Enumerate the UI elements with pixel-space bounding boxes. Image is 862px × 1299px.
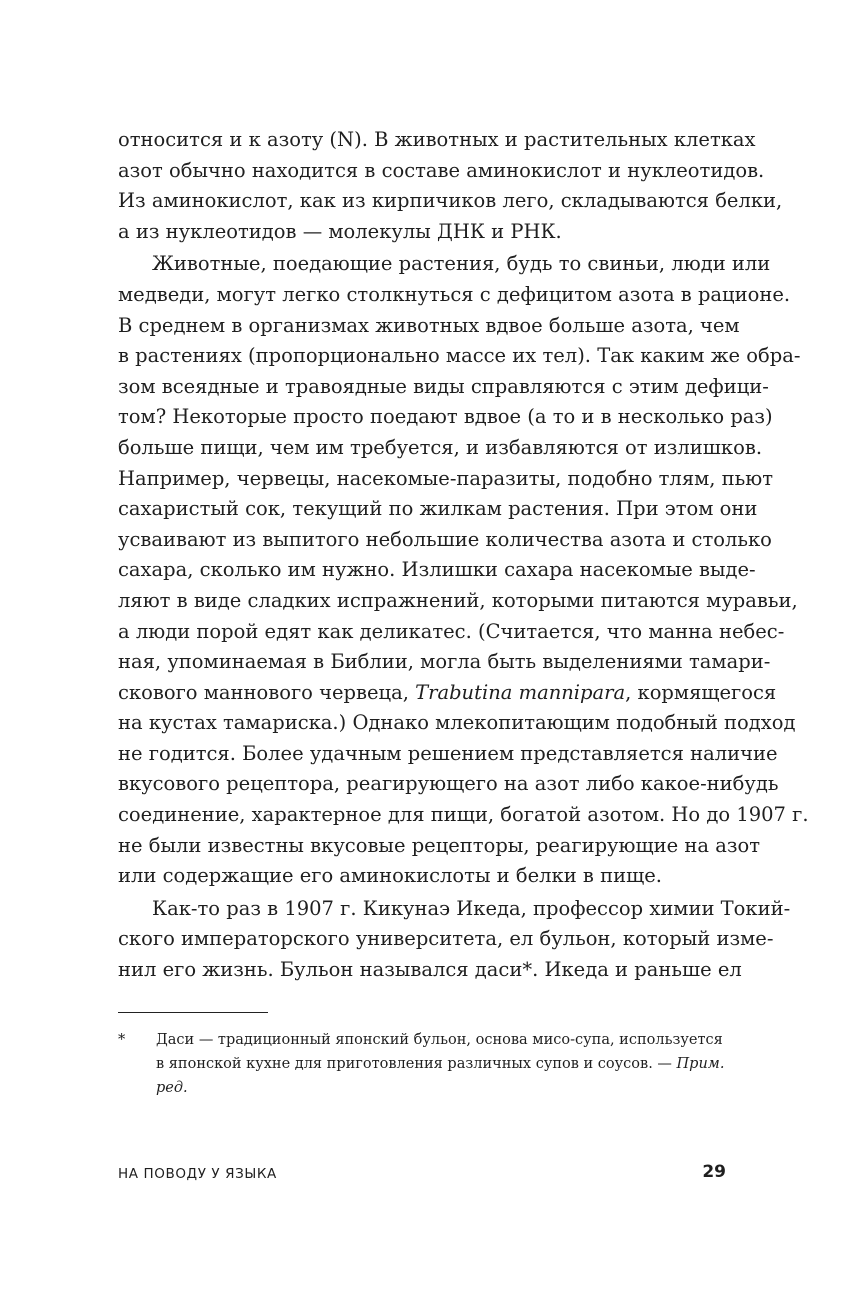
footnote-line: Даси — традиционный японский бульон, основа мисо-супа, используется [156,1032,723,1048]
text-line: сахаристый сок, текущий по жилкам растения. При этом они [118,497,758,521]
text-segment: в японской кухне для приготовления различных супов и соусов. — [156,1056,677,1072]
text-line: а люди порой едят как деликатес. (Считается, что манна небес- [118,619,785,643]
text-line: а из нуклеотидов — молекулы ДНК и РНК. [118,219,562,243]
paragraph-2 [118,249,809,891]
text-line: зом всеядные и травоядные виды справляются с этим дефици- [118,374,769,398]
species-name: Trabutina mannipara [415,680,626,704]
footnote-body [156,1028,726,1100]
text-line: не были известны вкусовые рецепторы, реагирующие на азот [118,833,760,857]
text-line: относится и к азоту (N). В животных и растительных клетках [118,128,756,151]
text-line: в растениях (пропорционально массе их тел). Так каким же обра- [118,344,801,368]
text-line: азот обычно находится в составе аминокислот и нуклеотидов. [118,158,765,182]
text-line: Из аминокислот, как из кирпичиков лего, складываются белки, [118,189,783,213]
editor-note: Прим. [676,1056,725,1072]
text-line: ная, упоминаемая в Библии, могла быть выделениями тамари- [118,650,771,674]
text-line: Животные, поедающие растения, будь то свиньи, люди или [152,252,771,276]
text-line: Как-то раз в 1907 г. Кикунаэ Икеда, профессор химии Токий- [152,896,791,920]
footnote [118,1028,726,1100]
text-line: медведи, могут легко столкнуться с дефицитом азота в рационе. [118,282,791,306]
text-line: соединение, характерное для пищи, богатой азотом. Но до 1907 г. [118,803,809,827]
text-line: Например, червецы, насекомые-паразиты, подобно тлям, пьют [118,466,774,490]
text-segment: скового маннового червеца, [118,680,416,704]
text-line: ского императорского университета, ел бульон, который изме- [118,927,774,951]
text-line: на кустах тамариска.) Однако млекопитающим подобный подход [118,711,796,735]
text-line-with-italic [118,678,777,709]
footnote-mark: * [118,1032,126,1048]
text-segment: , кормящегося [625,680,777,704]
text-line: сахара, сколько им нужно. Излишки сахара насекомые выде- [118,558,756,582]
page-number: 29 [702,1162,726,1182]
text-line: В среднем в организмах животных вдвое больше азота, чем [118,313,740,337]
text-line: нил его жизнь. Бульон назывался даси*. Икеда и раньше ел [118,958,742,982]
body-text [118,125,809,986]
footnote-line [156,1076,726,1100]
text-line: или содержащие его аминокислоты и белки в пище. [118,864,662,888]
footnote-line [156,1052,726,1076]
running-title: НА ПОВОДУ У ЯЗЫКА [118,1166,277,1182]
text-line: том? Некоторые просто поедают вдвое (а то и в несколько раз) [118,405,773,429]
text-line: усваивают из выпитого небольшие количества азота и столько [118,527,772,551]
text-line: ляют в виде сладких испражнений, которыми питаются муравьи, [118,588,798,612]
editor-note: ред. [156,1080,188,1096]
text-line: больше пищи, чем им требуется, и избавляются от излишков. [118,435,763,459]
text-line: вкусового рецептора, реагирующего на азот либо какое-нибудь [118,772,779,796]
paragraph-1 [118,125,783,247]
paragraph-3 [118,894,791,986]
text-line: не годится. Более удачным решением представляется наличие [118,741,778,765]
footnote-divider [118,1012,268,1013]
